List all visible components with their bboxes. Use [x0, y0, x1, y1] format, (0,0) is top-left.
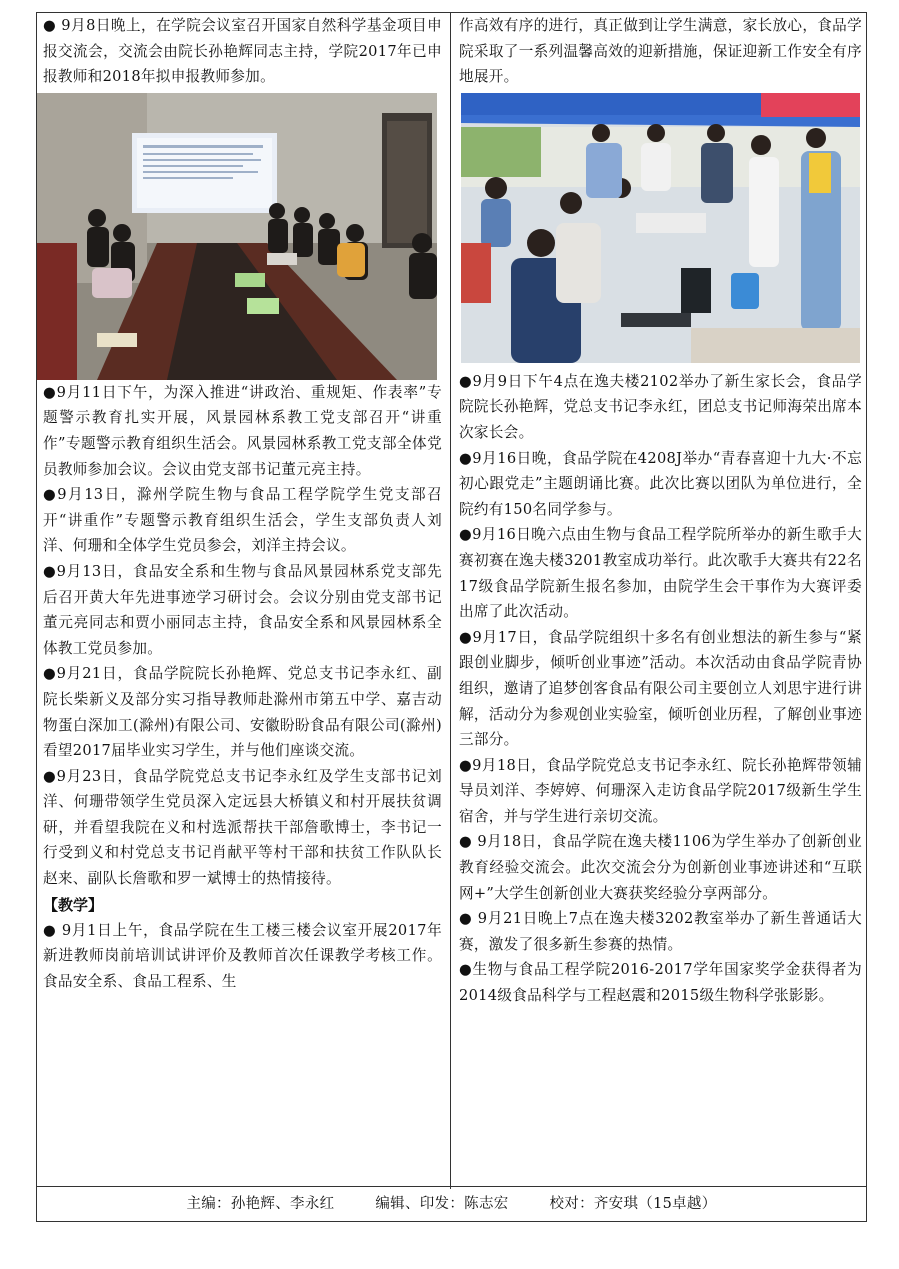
left-column [37, 13, 451, 1189]
right-column [451, 13, 866, 1189]
news-item: ●9月23日，食品学院党总支书记李永红及学生支部书记刘洋、何珊带领学生党员深入定远县大桥镇义和村开展扶贫调研，并看望我院在义和村选派帮扶干部詹歌博士，李书记一行受到义和村党总支书记肖献平等村干部和扶贫工作队队长赵来、副队长詹歌和罗一斌博士的热情接待。 [43, 767, 442, 888]
news-item: ●生物与食品工程学院2016-2017学年国家奖学金获得者为2014级食品科学与工程赵震和2015级生物科学张影影。 [459, 961, 862, 1005]
news-item: ●9月21日，食品学院院长孙艳辉、党总支书记李永红、副院长柴新义及部分实习指导教师赴滁州市第五中学、嘉吉动物蛋白深加工(滁州)有限公司、安徽盼盼食品有限公司(滁州)看望2017届毕业实习学生，并与他们座谈交流。 [43, 665, 442, 760]
news-item: ● 9月18日，食品学院在逸夫楼1106为学生举办了创新创业教育经验交流会。此次交流会分为创新创业事迹讲述和“互联网+”大学生创新创业大赛获奖经验分享两部分。 [459, 833, 862, 902]
newsletter-frame [36, 12, 867, 1222]
news-item: ●9月13日，滁州学院生物与食品工程学院学生党支部召开“讲重作”专题警示教育组织生活会，学生支部负责人刘洋、何珊和全体学生党员参会，刘洋主持会议。 [43, 486, 442, 555]
footer-editing: 编辑、印发：陈志宏 [375, 1196, 509, 1212]
news-item: ●9月13日，食品安全系和生物与食品风景园林系党支部先后召开黄大年先进事迹学习研讨会。会议分别由党支部书记董元亮同志和贾小丽同志主持，食品安全系和风景园林系全体教工党员参加。 [43, 562, 442, 657]
registration-photo [461, 93, 860, 363]
news-item: ●9月16日晚，食品学院在4208J举办“青春喜迎十九大·不忘初心跟党走”主题朗诵比赛。此次比赛以团队为单位进行，全院约有150名同学参与。 [459, 449, 862, 518]
news-item: ●9月17日，食品学院组织十多名有创业想法的新生参与“紧跟创业脚步，倾听创业事迹”活动。本次活动由食品学院青协组织，邀请了追梦创客食品有限公司主要创立人刘思宇进行讲解，活动分为参观创业实验室，倾听创业历程，了解创业事迹三部分。 [459, 628, 862, 749]
news-item: ● 9月8日晚上，在学院会议室召开国家自然科学基金项目申报交流会，交流会由院长孙艳辉同志主持，学院2017年已申报教师和2018年拟申报教师参加。 [43, 17, 442, 86]
news-item: ●9月9日下午4点在逸夫楼2102举办了新生家长会，食品学院院长孙艳辉，党总支书记李永红，团总支书记师海荣出席本次家长会。 [459, 372, 862, 441]
news-item: 作高效有序的进行，真正做到让学生满意，家长放心，食品学院采取了一系列温馨高效的迎新措施，保证迎新工作安全有序地展开。 [459, 17, 862, 86]
news-item: ●9月16日晚六点由生物与食品工程学院所举办的新生歌手大赛初赛在逸夫楼3201教室成功举行。此次歌手大赛共有22名17级食品学院新生报名参加，由院学生会干事作为大赛评委出席了此次活动。 [459, 526, 862, 621]
meeting-room-illustration [37, 93, 437, 380]
registration-illustration [461, 93, 860, 363]
news-item: ●9月11日下午，为深入推进“讲政治、重规矩、作表率”专题警示教育扎实开展，风景园林系教工党支部召开“讲重作”专题警示教育组织生活会。风景园林系教工党支部全体党员教师参加会议。会议由党支部书记董元亮主持。 [43, 383, 442, 478]
news-item: ●9月18日，食品学院党总支书记李永红、院长孙艳辉带领辅导员刘洋、李婷婷、何珊深入走访食品学院2017级新生学生宿舍，并与学生进行亲切交流。 [459, 756, 862, 825]
meeting-room-photo [37, 93, 437, 380]
footer-credits [37, 1186, 866, 1221]
news-item: ● 9月21日晚上7点在逸夫楼3202教室举办了新生普通话大赛，激发了很多新生参赛的热情。 [459, 910, 862, 953]
footer-editor: 主编：孙艳辉、李永红 [186, 1196, 335, 1212]
news-item: ● 9月1日上午，食品学院在生工楼三楼会议室开展2017年新进教师岗前培训试讲评价及教师首次任课教学考核工作。食品安全系、食品工程系、生 [43, 921, 442, 990]
section-heading-teaching: 【教学】 [43, 895, 104, 914]
footer-proof: 校对：齐安琪（15卓越） [549, 1196, 717, 1212]
